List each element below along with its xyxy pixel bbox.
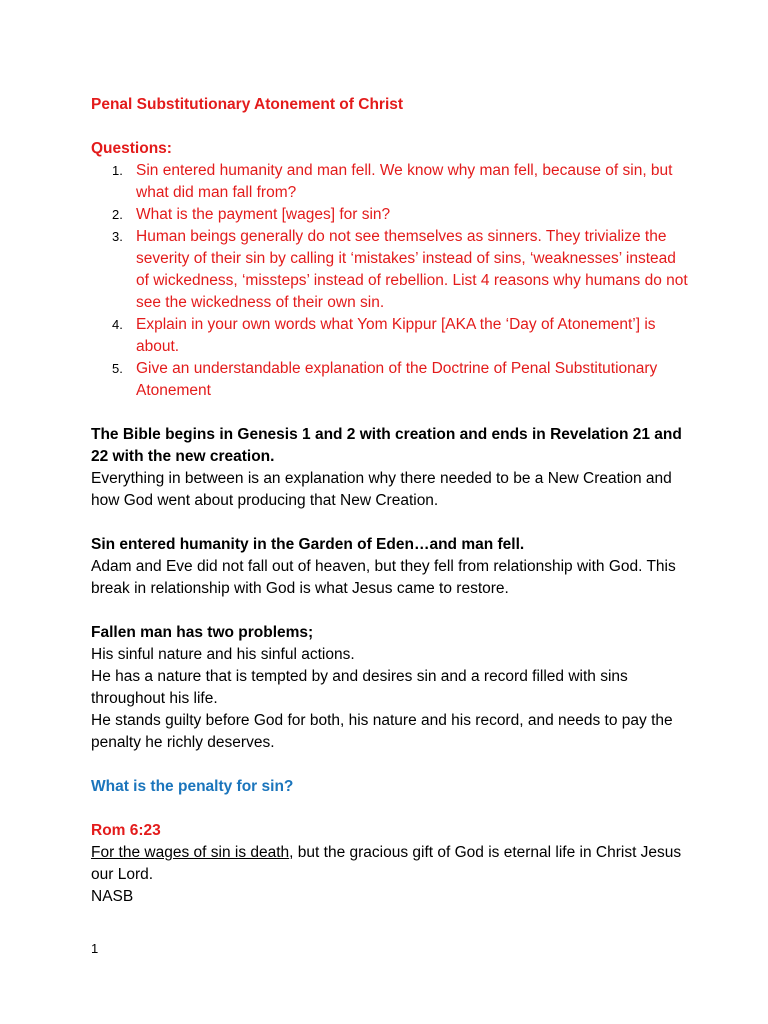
question-text: What is the payment [wages] for sin? — [136, 206, 391, 223]
questions-heading: Questions: — [91, 140, 172, 157]
eden-text: Adam and Eve did not fall out of heaven, but they fell from relationship with God. This break in relationship with God is what Jesus came to restore. — [91, 558, 676, 597]
translation-label: NASB — [91, 888, 134, 905]
document-title: Penal Substitutionary Atonement of Christ — [91, 96, 404, 113]
questions-list — [91, 160, 691, 402]
question-number: 5. — [112, 361, 123, 376]
question-text: Human beings generally do not see themselves as sinners. They trivialize the severity of their sin by calling it ‘mistakes’ instead of sins, ‘weaknesses’ instead of wickedness, ‘missteps’ instead of rebellion. List 4 reasons why humans do not see the wickedness of their own sin. — [136, 228, 688, 311]
scripture-rest: , but the gracious gift of God is eternal life in Christ Jesus our Lord. — [91, 844, 682, 883]
scripture-quote — [91, 842, 691, 886]
fallen-heading: Fallen man has two problems; — [91, 624, 314, 641]
question-item — [91, 160, 691, 204]
question-item — [91, 314, 691, 358]
question-number: 2. — [112, 207, 123, 222]
question-number: 1. — [112, 163, 123, 178]
fallen-line-1: His sinful nature and his sinful actions. — [91, 646, 355, 663]
question-text: Give an understandable explanation of the Doctrine of Penal Substitutionary Atonement — [136, 360, 658, 399]
fallen-line-2: He has a nature that is tempted by and desires sin and a record filled with sins throughout his life. — [91, 668, 628, 707]
eden-heading: Sin entered humanity in the Garden of Eden…and man fell. — [91, 536, 525, 553]
question-item — [91, 226, 691, 314]
fallen-line-3: He stands guilty before God for both, his nature and his record, and needs to pay the penalty he richly deserves. — [91, 712, 673, 751]
question-item — [91, 358, 691, 402]
question-number: 4. — [112, 317, 123, 332]
question-item — [91, 204, 691, 226]
page-number: 1 — [91, 941, 99, 956]
scripture-reference: Rom 6:23 — [91, 822, 161, 839]
scripture-underlined-phrase: For the wages of sin is death — [91, 844, 290, 861]
question-text: Explain in your own words what Yom Kippur [AKA the ‘Day of Atonement’] is about. — [136, 316, 656, 355]
document-page — [91, 94, 691, 908]
bible-heading: The Bible begins in Genesis 1 and 2 with creation and ends in Revelation 21 and 22 with the new creation. — [91, 426, 682, 465]
bible-text: Everything in between is an explanation why there needed to be a New Creation and how God went about producing that New Creation. — [91, 470, 672, 509]
question-number: 3. — [112, 229, 123, 244]
penalty-heading: What is the penalty for sin? — [91, 778, 294, 795]
question-text: Sin entered humanity and man fell. We know why man fell, because of sin, but what did man fall from? — [136, 162, 673, 201]
